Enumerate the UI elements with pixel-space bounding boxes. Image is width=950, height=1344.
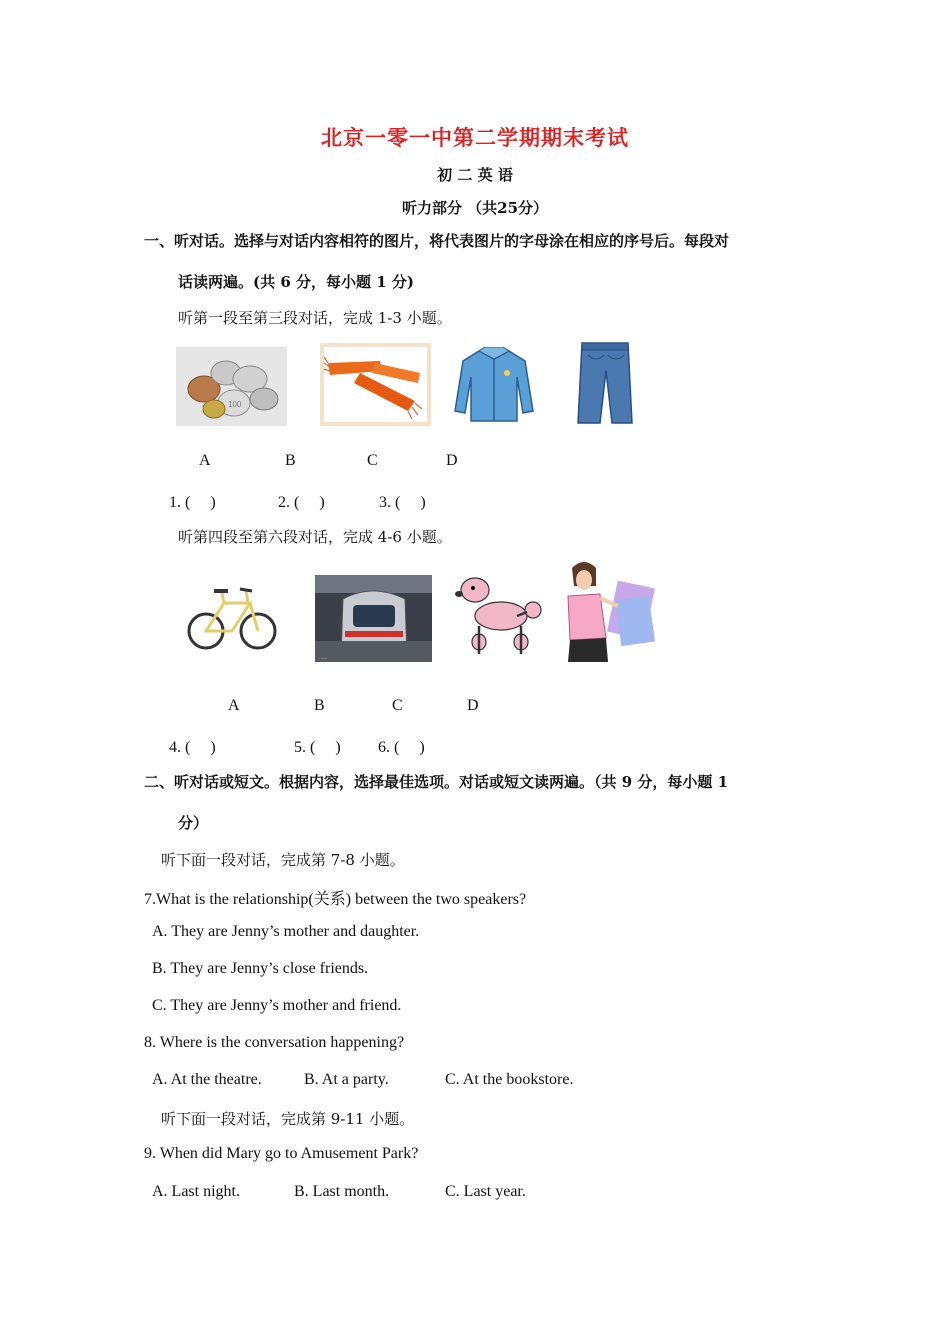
- shopping-woman-image: [562, 558, 658, 662]
- answer-blank-5[interactable]: 5. ( ): [294, 739, 341, 756]
- section2-heading-line2: 分）: [178, 814, 209, 832]
- question-7-option-a[interactable]: A. They are Jenny’s mother and daughter.: [152, 923, 420, 940]
- answer-blank-1[interactable]: 1. ( ): [169, 494, 216, 511]
- answer-blank-3[interactable]: 3. ( ): [379, 494, 426, 511]
- question-7-option-b[interactable]: B. They are Jenny’s close friends.: [152, 960, 369, 977]
- section2-heading-line1: 二、听对话或短文。根据内容，选择最佳选项。对话或短文读两遍。（共 9 分，每小题 1: [144, 773, 729, 791]
- question-9-option-a[interactable]: A. Last night.: [152, 1183, 240, 1200]
- group1-option-a: A: [199, 452, 211, 469]
- jeans-image: [574, 341, 636, 425]
- question-9-option-c[interactable]: C. Last year.: [445, 1183, 526, 1200]
- section1-heading-line2: 话读两遍。(共 6 分，每小题 1 分): [178, 273, 414, 291]
- answer-blank-2[interactable]: 2. ( ): [278, 494, 325, 511]
- instruction-7-8: 听下面一段对话，完成第 7-8 小题。: [161, 851, 405, 869]
- group2-option-a: A: [228, 697, 240, 714]
- section1-heading-line1: 一、听对话。选择与对话内容相符的图片，将代表图片的字母涂在相应的序号后。每段对: [144, 232, 730, 250]
- group2-option-c: C: [392, 697, 403, 714]
- question-8-option-b[interactable]: B. At a party.: [304, 1071, 389, 1088]
- group1-instruction: 听第一段至第三段对话，完成 1-3 小题。: [178, 309, 452, 327]
- svg-text:100: 100: [228, 400, 242, 409]
- group2-option-b: B: [314, 697, 325, 714]
- question-9-stem: 9. When did Mary go to Amusement Park?: [144, 1145, 419, 1162]
- listening-part-heading: 听力部分 （共25分）: [401, 199, 549, 217]
- coins-image: [176, 347, 287, 426]
- answer-blank-4[interactable]: 4. ( ): [169, 739, 216, 756]
- instruction-9-11: 听下面一段对话，完成第 9-11 小题。: [161, 1110, 415, 1128]
- jacket-image: [453, 347, 535, 423]
- answer-blank-6[interactable]: 6. ( ): [378, 739, 425, 756]
- question-7-stem: 7.What is the relationship(关系) between the two speakers?: [144, 891, 527, 908]
- exam-subject: 初 二 英 语: [437, 166, 513, 184]
- group2-instruction: 听第四段至第六段对话，完成 4-6 小题。: [178, 528, 452, 546]
- question-8-option-c[interactable]: C. At the bookstore.: [445, 1071, 574, 1088]
- poodle-image: [451, 572, 544, 662]
- exam-title: 北京一零一中第二学期期末考试: [321, 125, 629, 150]
- question-8-option-a[interactable]: A. At the theatre.: [152, 1071, 262, 1088]
- scarf-image: [320, 343, 431, 426]
- question-8-stem: 8. Where is the conversation happening?: [144, 1034, 405, 1051]
- group1-option-b: B: [285, 452, 296, 469]
- subway-train-image: [315, 575, 432, 662]
- question-9-option-b[interactable]: B. Last month.: [294, 1183, 390, 1200]
- question-7-option-c[interactable]: C. They are Jenny’s mother and friend.: [152, 997, 402, 1014]
- group1-option-c: C: [367, 452, 378, 469]
- svg-text:......: ......: [319, 655, 328, 661]
- group2-option-d: D: [467, 697, 479, 714]
- group1-option-d: D: [446, 452, 458, 469]
- bicycle-image: [186, 581, 278, 657]
